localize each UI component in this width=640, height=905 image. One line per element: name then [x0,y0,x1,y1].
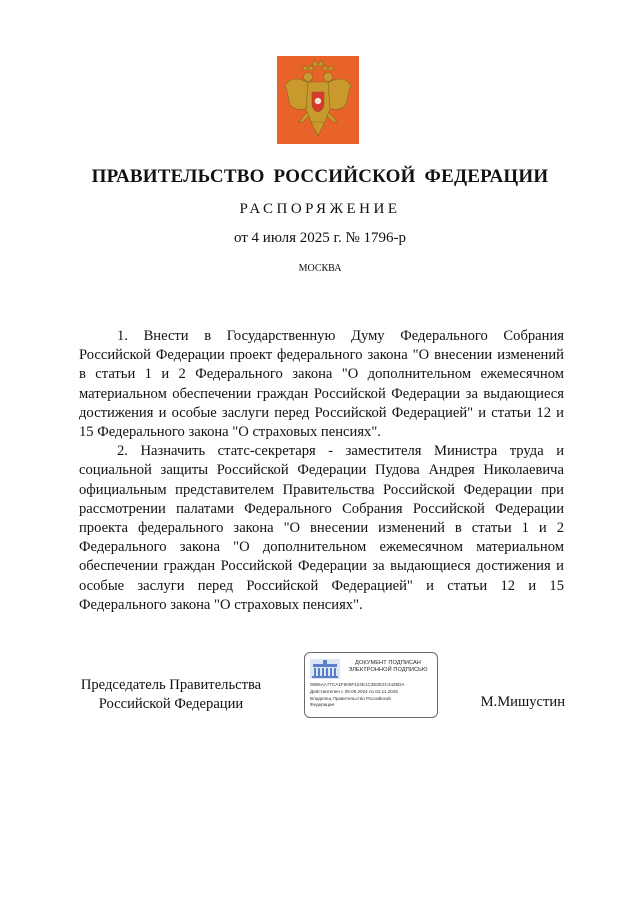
stamp-owner-line2: Федерации [310,702,335,707]
stamp-validity: Действителен с 09.08.2024 по 02.11.2025 [310,689,398,694]
paragraph-2: 2. Назначить статс-секретаря - заместителя Министра труда и социальной защиты Российской Федерации Пудова Андрея Николаевича официальным представителем Правительства Российской Федерации при рассмотрении палатами Федерального Собрания Российской Федерации проекта федерального закона "О внесении изменений в статьи 1 и 2 Федерального закона "О дополнительном ежемесячном материальном обеспечении граждан Российской Федерации за выдающиеся достижения и особые заслуги перед Российской Федерацией" и статьи 12 и 15 Федерального закона "О страховых пенсиях". [79,443,564,613]
document-type: РАСПОРЯЖЕНИЕ [239,201,401,217]
coat-of-arms-icon [277,56,359,144]
document-city: МОСКВА [298,263,342,274]
stamp-owner-line1: Владелец Правительство Российской [310,696,391,701]
signatory-name: М.Мишустин [480,694,565,710]
electronic-signature-stamp [304,652,438,718]
stamp-certificate: 00B5AA77CA1F606F424E1C3E0E2C4428DA [310,682,405,687]
signatory-position-line1: Председатель Правительства [80,677,262,693]
stamp-title [341,660,435,674]
document-date-number: от 4 июля 2025 г. № 1796-р [233,230,407,246]
government-building-icon [310,659,340,679]
paragraph-1: 1. Внести в Государственную Думу Федерального Собрания Российской Федерации проект федерального закона "О внесении изменений в статьи 1 и 2 Федерального закона "О дополнительном ежемесячном материальном обеспечении граждан Российской Федерации за выдающиеся достижения и особые заслуги перед Российской Федерацией" и статьи 12 и 15 Федерального закона "О страховых пенсиях". [79,328,564,441]
signatory-position [76,676,266,714]
stamp-title-line1: ДОКУМЕНТ ПОДПИСАН [355,660,421,666]
stamp-title-line2: ЭЛЕКТРОННОЙ ПОДПИСЬЮ [348,667,428,673]
document-body [79,327,564,615]
organization-title: ПРАВИТЕЛЬСТВО РОССИЙСКОЙ ФЕДЕРАЦИИ [91,166,549,187]
signatory-position-line2: Российской Федерации [98,696,244,712]
coat-of-arms-emblem [277,56,359,144]
